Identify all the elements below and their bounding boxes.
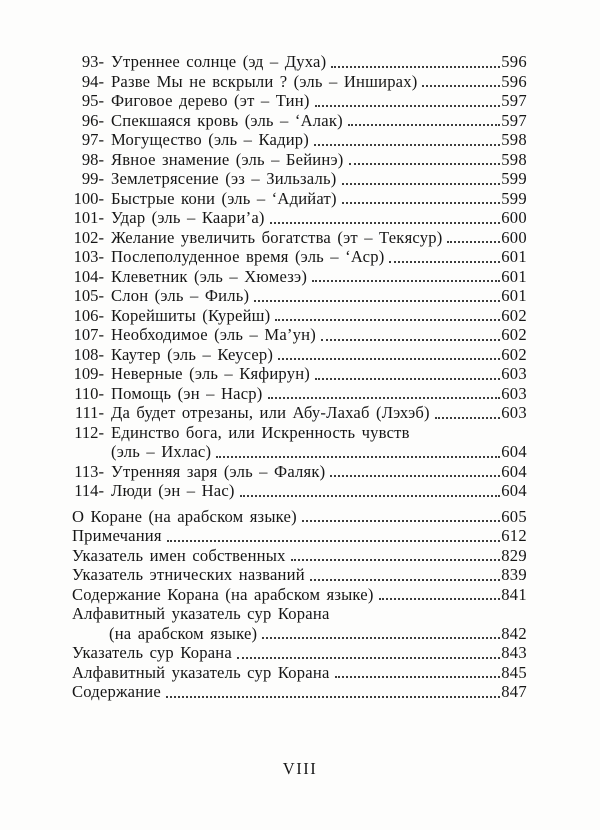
toc-entry-page: 602	[501, 325, 527, 344]
toc-row	[70, 247, 527, 267]
toc-entry-title: Утреннее солнце (эд – Духа)	[111, 52, 327, 71]
toc-entry-title: Указатель имен собственных	[72, 545, 286, 565]
toc-entry-list	[70, 52, 527, 501]
toc-entry-title: Указатель этнических названий	[72, 565, 305, 584]
toc-entry-number: 103-	[73, 247, 104, 266]
toc-row	[72, 526, 527, 546]
leader-dots	[310, 579, 500, 581]
toc-entry-number: 113-	[74, 461, 104, 481]
toc-entry-number: 106-	[73, 305, 104, 325]
toc-row-continued	[70, 442, 527, 462]
page-number: VIII	[282, 759, 318, 778]
toc-entry-page: 600	[501, 208, 527, 227]
leader-dots	[330, 475, 500, 477]
toc-entry-number: 93-	[81, 52, 104, 71]
toc-row	[72, 682, 527, 702]
leader-dots	[166, 696, 500, 698]
toc-entry-title: Слон (эль – Филь)	[111, 286, 250, 305]
toc-entry-title: Да будет отрезаны, или Абу-Лахаб (Лэхэб)	[111, 403, 430, 422]
toc-entry-number: 98-	[81, 149, 104, 169]
toc-entry-page: 601	[501, 286, 527, 305]
toc-row	[70, 325, 527, 345]
toc-row	[70, 208, 527, 228]
toc-entry-number: 111-	[74, 403, 104, 422]
toc-entry-page: 602	[501, 305, 527, 325]
toc-entry-title: Корейшиты (Курейш)	[111, 305, 271, 325]
toc-entry-page: 602	[501, 344, 527, 364]
toc-entry-title: Клеветник (эль – Хюмезэ)	[111, 266, 308, 286]
toc-entry-number: 109-	[73, 364, 104, 383]
toc-entry-title: Содержание	[72, 682, 161, 701]
leader-dots	[270, 222, 501, 224]
leader-dots	[278, 358, 500, 360]
toc-entry-page: 612	[501, 526, 527, 545]
toc-entry-title-continued: (эль – Ихлас)	[111, 442, 212, 461]
toc-entry-title: Алфавитный указатель сур Корана	[72, 662, 330, 682]
leader-dots	[254, 300, 500, 302]
toc-entry-number: 108-	[73, 344, 104, 364]
toc-entry-title: Каутер (эль – Кеусер)	[111, 344, 274, 364]
toc-entry-number: 97-	[81, 130, 104, 149]
toc-entry-title: Землетрясение (эз – Зильзаль)	[111, 169, 337, 188]
toc-row	[72, 585, 527, 605]
toc-entry-title: Указатель сур Корана	[72, 643, 232, 662]
toc-entry-title: Люди (эн – Нас)	[111, 481, 235, 500]
toc-entry-title: Фиговое дерево (эт – Тин)	[111, 91, 310, 110]
leader-dots	[447, 241, 500, 243]
toc-row	[70, 423, 527, 443]
toc-entry-title: Необходимое (эль – Ма’ун)	[111, 325, 316, 344]
toc-entry-page: 601	[501, 266, 527, 286]
toc-row	[70, 169, 527, 189]
toc-entry-title-continued: (на арабском языке)	[109, 623, 258, 643]
toc-row	[70, 189, 527, 209]
toc-entry-title: Примечания	[72, 526, 162, 545]
toc-entry-page: 596	[501, 52, 527, 71]
toc-entry-title: Удар (эль – Каари’а)	[111, 208, 265, 227]
leader-dots	[331, 66, 500, 68]
toc-row	[70, 481, 527, 501]
toc-row	[70, 130, 527, 150]
toc-entry-page: 598	[501, 130, 527, 149]
leader-dots	[314, 144, 500, 146]
leader-dots	[389, 261, 500, 263]
leader-dots	[240, 495, 501, 497]
toc-row	[72, 565, 527, 585]
toc-entry-page: 599	[501, 188, 527, 208]
toc-entry-page: 829	[501, 545, 527, 565]
leader-dots	[422, 85, 500, 87]
page-footer	[0, 759, 600, 779]
leader-dots	[216, 456, 500, 458]
toc-entry-page: 599	[501, 169, 527, 188]
toc-row	[70, 364, 527, 384]
toc-entry-page: 843	[501, 643, 527, 662]
toc-entry-number: 95-	[81, 91, 104, 110]
leader-dots	[312, 280, 500, 282]
toc-entry-number: 110-	[74, 383, 104, 403]
toc-entry-title: Могущество (эль – Кадир)	[111, 130, 310, 149]
toc-entry-page: 847	[501, 682, 527, 701]
toc-entry-number: 101-	[73, 208, 104, 227]
toc-row	[70, 150, 527, 170]
leader-dots	[167, 540, 500, 542]
toc-entry-page: 597	[501, 91, 527, 110]
toc-entry-page: 597	[501, 110, 527, 130]
toc-row	[70, 462, 527, 482]
toc-row	[70, 72, 527, 92]
toc-row	[70, 306, 527, 326]
toc-entry-title: Явное знамение (эль – Бейинэ)	[111, 149, 344, 169]
toc-entry-page: 603	[501, 403, 527, 422]
toc-entry-title: О Коране (на арабском языке)	[72, 506, 297, 526]
leader-dots	[335, 676, 501, 678]
toc-entry-number: 107-	[73, 325, 104, 344]
leader-dots	[342, 202, 501, 204]
leader-dots	[348, 124, 500, 126]
toc-entry-number: 99-	[81, 169, 104, 188]
toc-entry-page: 841	[501, 584, 527, 604]
toc-entry-number: 94-	[81, 71, 104, 91]
toc-row	[70, 286, 527, 306]
leader-dots	[315, 105, 501, 107]
toc-entry-page: 600	[501, 227, 527, 247]
leader-dots	[321, 339, 500, 341]
toc-entry-page: 605	[501, 506, 527, 526]
toc-entry-page: 604	[501, 481, 527, 500]
toc-entry-number: 112-	[74, 422, 104, 442]
leader-dots	[262, 637, 500, 639]
toc-row	[70, 91, 527, 111]
toc-entry-page: 842	[501, 623, 527, 643]
toc-entry-number: 100-	[73, 188, 104, 208]
toc-row	[70, 52, 527, 72]
toc-entry-page: 845	[501, 662, 527, 682]
toc-entry-number: 96-	[81, 110, 104, 130]
toc-entry-number: 114-	[74, 481, 104, 500]
toc-row	[70, 345, 527, 365]
toc-entry-page: 603	[501, 364, 527, 383]
toc-row	[72, 604, 527, 624]
toc-row	[72, 643, 527, 663]
toc-entry-page: 598	[501, 149, 527, 169]
leader-dots	[291, 559, 501, 561]
toc-entry-title: Спекшаяся кровь (эль – ‘Алак)	[111, 110, 343, 130]
leader-dots	[275, 319, 500, 321]
toc-row	[72, 507, 527, 527]
toc-row	[72, 663, 527, 683]
toc-entry-title: Разве Мы не вскрыли ? (эль – Инширах)	[111, 71, 418, 91]
toc-entry-title: Содержание Корана (на арабском языке)	[72, 584, 374, 604]
table-of-contents	[70, 52, 527, 702]
toc-entry-page: 604	[501, 461, 527, 481]
leader-dots	[342, 183, 501, 185]
leader-dots	[237, 657, 500, 659]
toc-entry-page: 603	[501, 383, 527, 403]
toc-entry-title: Единство бога, или Искренность чувств	[111, 422, 410, 442]
toc-entry-title: Быстрые кони (эль – ‘Адийат)	[111, 188, 337, 208]
toc-entry-title: Алфавитный указатель сур Корана	[72, 604, 330, 623]
toc-entry-title: Желание увеличить богатства (эт – Текясур)	[111, 227, 443, 247]
leader-dots	[349, 163, 501, 165]
toc-entry-title: Неверные (эль – Кяфирун)	[111, 364, 310, 383]
toc-entry-page: 604	[501, 442, 527, 461]
toc-entry-page: 596	[501, 71, 527, 91]
leader-dots	[302, 520, 500, 522]
leader-dots	[435, 417, 500, 419]
toc-entry-number: 102-	[73, 227, 104, 247]
toc-row	[72, 546, 527, 566]
leader-dots	[268, 397, 501, 399]
leader-dots	[379, 598, 501, 600]
toc-entry-number: 104-	[73, 266, 104, 286]
toc-entry-title: Помощь (эн – Наср)	[111, 383, 263, 403]
toc-row	[70, 228, 527, 248]
leader-dots	[315, 378, 500, 380]
toc-row	[70, 267, 527, 287]
toc-entry-title: Послеполуденное время (эль – ‘Аср)	[111, 247, 385, 266]
toc-row	[70, 384, 527, 404]
toc-entry-title: Утренняя заря (эль – Фаляк)	[111, 461, 326, 481]
toc-row	[70, 403, 527, 423]
toc-entry-page: 601	[501, 247, 527, 266]
toc-entry-number: 105-	[73, 286, 104, 305]
toc-row	[70, 111, 527, 131]
toc-row-continued	[72, 624, 527, 644]
toc-entry-page: 839	[501, 565, 527, 584]
toc-extra-list	[70, 507, 527, 702]
